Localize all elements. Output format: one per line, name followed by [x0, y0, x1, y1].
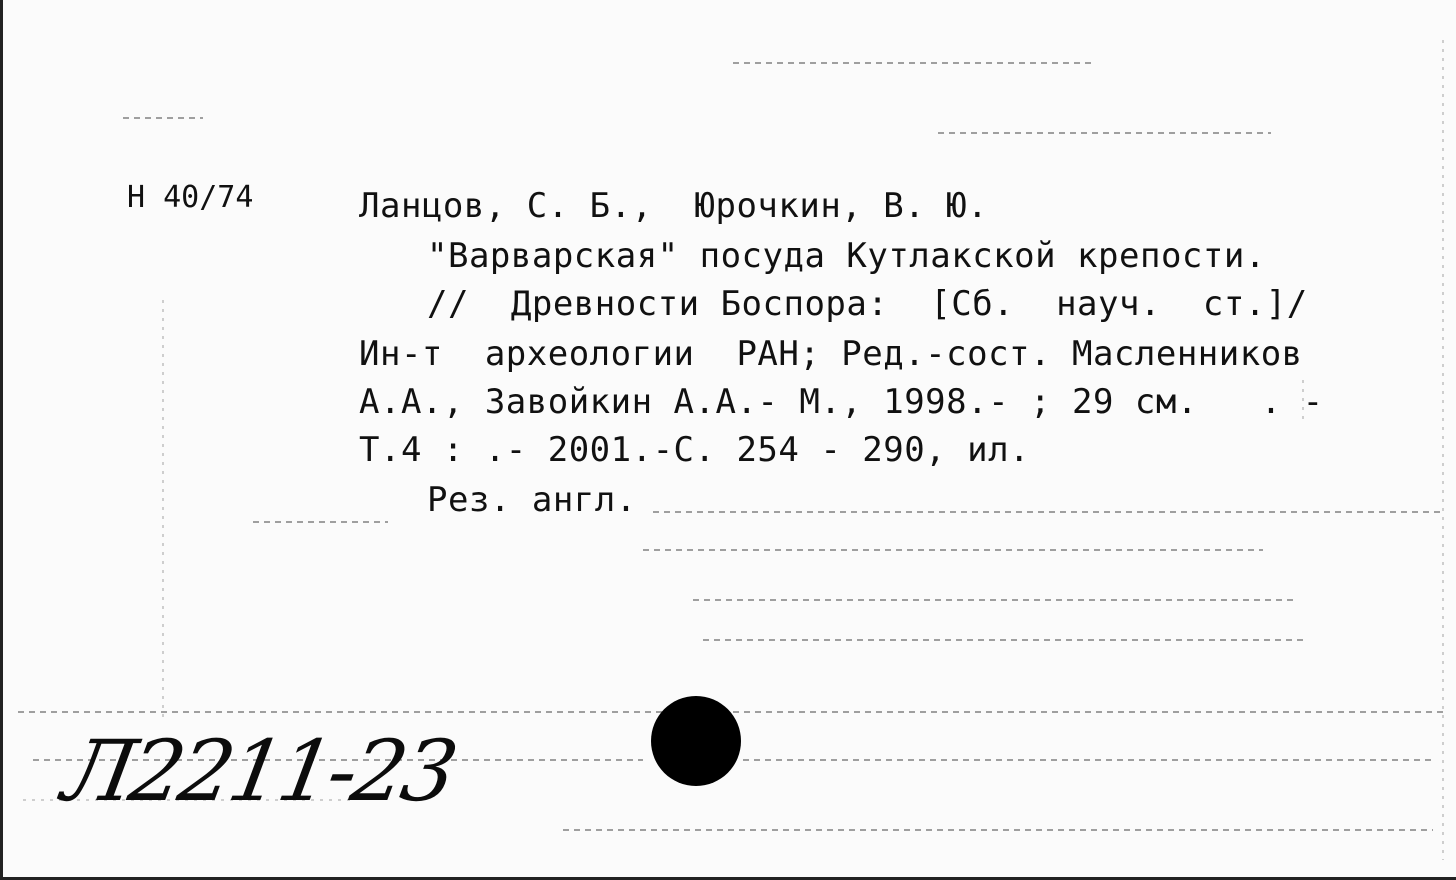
volume-line: Т.4 : .- 2001.-С. 254 - 290, ил. — [359, 430, 1031, 470]
summary-line: Рез. англ. — [427, 480, 637, 520]
title-line: "Варварская" посуда Кутлакской крепости. — [427, 236, 1266, 276]
shelfmark: Н 40/74 — [127, 180, 254, 215]
author-line: Ланцов, С. Б., Юрочкин, В. Ю. — [359, 186, 989, 226]
editors-line: А.А., Завойкин А.А.- М., 1998.- ; 29 см. . - — [359, 382, 1324, 422]
source-line: // Древности Боспора: [Сб. науч. ст.]/ — [427, 284, 1308, 324]
handwritten-number: Л2211-23 — [56, 722, 461, 820]
punch-hole — [651, 696, 741, 786]
institution-line: Ин-т археологии РАН; Ред.-сост. Масленников — [359, 334, 1303, 374]
